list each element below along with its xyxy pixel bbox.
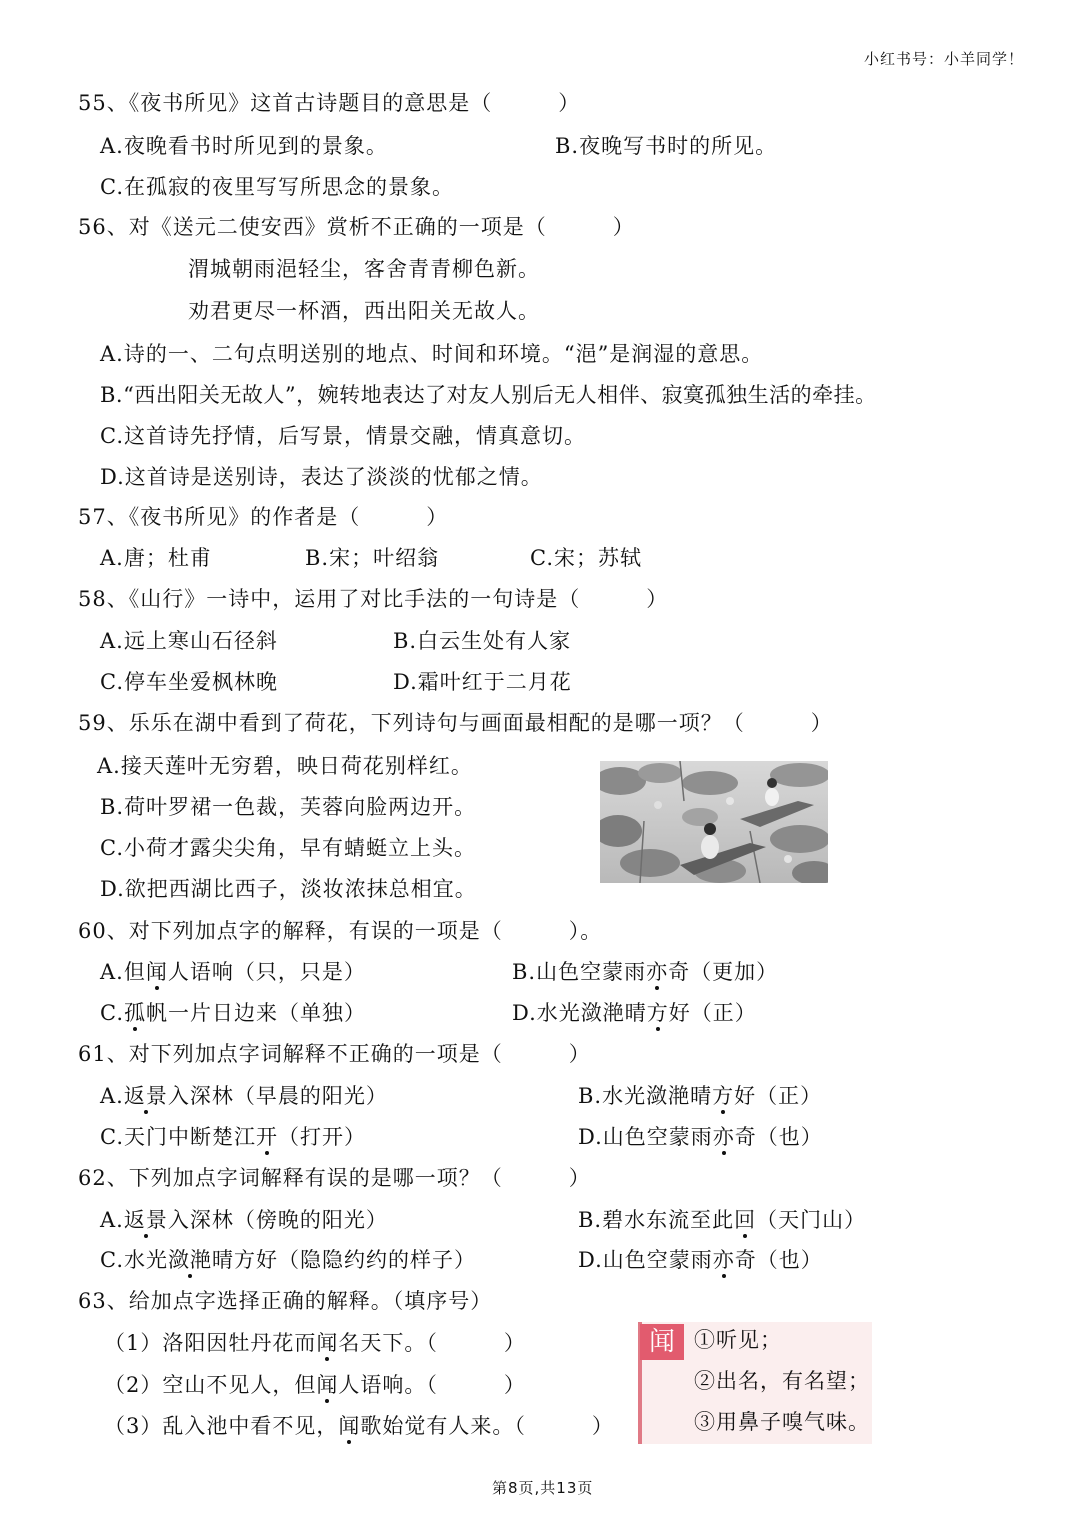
dotted-char: 方 bbox=[646, 1001, 669, 1025]
q62-option-b: B.碧水东流至此回（天门山） bbox=[578, 1208, 867, 1232]
q61-option-d: D.山色空蒙雨亦奇（也） bbox=[578, 1125, 823, 1149]
q55-option-c: C.在孤寂的夜里写写所思念的景象。 bbox=[100, 175, 454, 199]
q61-stem: 61、对下列加点字词解释不正确的一项是（ ） bbox=[78, 1042, 591, 1066]
meaning-2: ②出名，有名望； bbox=[694, 1369, 870, 1393]
q58-option-b: B.白云生处有人家 bbox=[393, 629, 572, 653]
dotted-char: 孤 bbox=[124, 1001, 146, 1025]
q60-option-a: A.但闻人语响（只，只是） bbox=[100, 960, 366, 984]
q60-option-d: D.水光潋滟晴方好（正） bbox=[512, 1001, 757, 1025]
q55-option-b: B.夜晚写书时的所见。 bbox=[555, 134, 778, 158]
q57-stem: 57、《夜书所见》的作者是（ ） bbox=[78, 505, 449, 529]
q61-option-a: A.返景入深林（早晨的阳光） bbox=[100, 1084, 388, 1108]
q63-sentence-1: （1）洛阳因牡丹花而闻名天下。（ ） bbox=[104, 1331, 526, 1355]
dotted-char: 开 bbox=[256, 1125, 278, 1149]
q60-option-b: B.山色空蒙雨亦奇（更加） bbox=[512, 960, 779, 984]
painting-illustration bbox=[600, 761, 828, 883]
meaning-3: ③用鼻子嗅气味。 bbox=[694, 1410, 870, 1434]
q60-stem: 60、对下列加点字的解释，有误的一项是（ ）。 bbox=[78, 919, 603, 943]
q58-option-a: A.远上寒山石径斜 bbox=[100, 629, 278, 653]
q62-stem: 62、下列加点字词解释有误的是哪一项？（ ） bbox=[78, 1166, 591, 1190]
dotted-char: 闻 bbox=[338, 1414, 361, 1438]
dotted-char: 亦 bbox=[712, 1248, 735, 1272]
q56-option-d: D.这首诗是送别诗，表达了淡淡的忧郁之情。 bbox=[100, 465, 543, 489]
q55-stem: 55、《夜书所见》这首古诗题目的意思是（ ） bbox=[78, 91, 581, 115]
dotted-char: 亦 bbox=[646, 960, 669, 984]
meaning-box-char: 闻 bbox=[640, 1324, 684, 1360]
q62-option-d: D.山色空蒙雨亦奇（也） bbox=[578, 1248, 823, 1272]
q62-option-c: C.水光潋滟晴方好（隐隐约约的样子） bbox=[100, 1248, 476, 1272]
q62-option-a: A.返景入深林（傍晚的阳光） bbox=[100, 1208, 388, 1232]
dotted-char: 潋滟 bbox=[168, 1248, 212, 1272]
q56-option-a: A.诗的一、二句点明送别的地点、时间和环境。“浥”是润湿的意思。 bbox=[100, 342, 764, 366]
q61-option-b: B.水光潋滟晴方好（正） bbox=[578, 1084, 823, 1108]
q56-option-c: C.这首诗先抒情，后写景，情景交融，情真意切。 bbox=[100, 424, 586, 448]
q63-sentence-3: （3）乱入池中看不见，闻歌始觉有人来。（ ） bbox=[104, 1414, 614, 1438]
q58-stem: 58、《山行》一诗中，运用了对比手法的一句诗是（ ） bbox=[78, 587, 669, 611]
q58-option-c: C.停车坐爱枫林晚 bbox=[100, 670, 278, 694]
page-number: 第8页,共13页 bbox=[492, 1479, 594, 1497]
q59-option-d: D.欲把西湖比西子，淡妆浓抹总相宜。 bbox=[100, 877, 477, 901]
dotted-char: 亦 bbox=[712, 1125, 735, 1149]
q56-poem-line2: 劝君更尽一杯酒，西出阳关无故人。 bbox=[188, 299, 540, 323]
q57-option-b: B.宋；叶绍翁 bbox=[305, 546, 440, 570]
q56-stem: 56、对《送元二使安西》赏析不正确的一项是（ ） bbox=[78, 215, 635, 239]
q59-option-c: C.小荷才露尖尖角，早有蜻蜓立上头。 bbox=[100, 836, 476, 860]
dotted-char: 回 bbox=[734, 1208, 757, 1232]
q57-option-c: C.宋；苏轼 bbox=[530, 546, 642, 570]
q63-sentence-2: （2）空山不见人，但闻人语响。（ ） bbox=[104, 1373, 526, 1397]
header-account: 小红书号：小羊同学！ bbox=[864, 50, 1025, 68]
q59-option-b: B.荷叶罗裙一色裁，芙蓉向脸两边开。 bbox=[100, 795, 477, 819]
dotted-char: 闻 bbox=[316, 1373, 339, 1397]
q59-option-a: A.接天莲叶无穷碧，映日荷花别样红。 bbox=[97, 754, 473, 778]
dotted-char: 闻 bbox=[316, 1331, 339, 1355]
q63-stem: 63、给加点字选择正确的解释。（填序号） bbox=[78, 1289, 493, 1313]
q58-option-d: D.霜叶红于二月花 bbox=[393, 670, 572, 694]
dotted-char: 闻 bbox=[145, 960, 168, 984]
q59-stem: 59、乐乐在湖中看到了荷花，下列诗句与画面最相配的是哪一项？（ ） bbox=[78, 711, 833, 735]
lotus-lake-painting bbox=[600, 761, 828, 883]
q55-option-a: A.夜晚看书时所见到的景象。 bbox=[100, 134, 388, 158]
q60-option-c: C.孤帆一片日边来（单独） bbox=[100, 1001, 366, 1025]
q56-option-b: B.“西出阳关无故人”，婉转地表达了对友人别后无人相伴、寂寞孤独生活的牵挂。 bbox=[100, 383, 877, 407]
dotted-char: 返景 bbox=[123, 1208, 168, 1232]
q57-option-a: A.唐；杜甫 bbox=[100, 546, 212, 570]
q61-option-c: C.天门中断楚江开（打开） bbox=[100, 1125, 366, 1149]
dotted-char: 返景 bbox=[123, 1084, 168, 1108]
dotted-char: 方 bbox=[712, 1084, 735, 1108]
meaning-1: ①听见； bbox=[694, 1328, 782, 1352]
q56-poem-line1: 渭城朝雨浥轻尘，客舍青青柳色新。 bbox=[188, 257, 540, 281]
